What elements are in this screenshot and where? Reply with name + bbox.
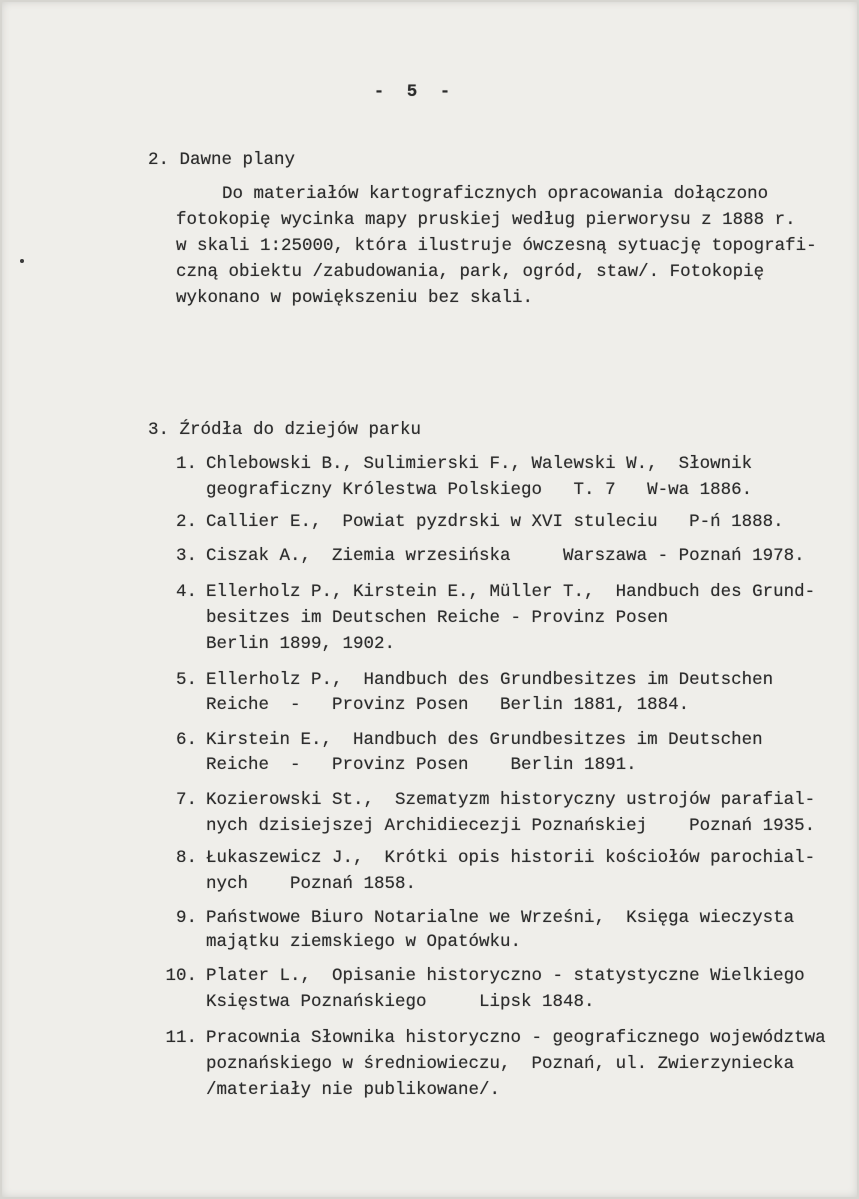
punch-hole-mark xyxy=(20,259,24,263)
list-item-line: Chlebowski B., Sulimierski F., Walewski W., Słownik xyxy=(206,454,753,474)
section-heading-dawne-plany: 2. Dawne plany xyxy=(148,150,296,170)
list-item-line: Ciszak A., Ziemia wrzesińska Warszawa - Poznań 1978. xyxy=(206,546,805,566)
page-number: - 5 - xyxy=(373,82,457,102)
paragraph-line: w skali 1:25000, która ilustruje ówczesną sytuację topografi- xyxy=(176,236,817,256)
list-item-line: Państwowe Biuro Notarialne we Wrześni, Księga wieczysta xyxy=(206,908,795,928)
list-item-number: 7. xyxy=(175,790,197,810)
list-item-number: 8. xyxy=(175,848,197,868)
list-item-line: poznańskiego w średniowieczu, Poznań, ul. Zwierzyniecka xyxy=(206,1054,795,1074)
paragraph-line: czną obiektu /zabudowania, park, ogród, staw/. Fotokopię xyxy=(176,262,765,282)
list-item-line: Łukaszewicz J., Krótki opis historii kościołów parochial- xyxy=(206,848,816,868)
list-item-line: nych dzisiejszej Archidiecezji Poznańskiej Poznań 1935. xyxy=(206,816,816,836)
list-item-line: besitzes im Deutschen Reiche - Provinz Posen xyxy=(206,608,669,628)
list-item-number: 4. xyxy=(175,582,197,602)
list-item-line: Reiche - Provinz Posen Berlin 1891. xyxy=(206,755,637,775)
list-item-line: Callier E., Powiat pyzdrski w XVI stuleciu P-ń 1888. xyxy=(206,512,784,532)
list-item-line: Reiche - Provinz Posen Berlin 1881, 1884. xyxy=(206,695,690,715)
list-item-number: 9. xyxy=(175,908,197,928)
list-item-line: Berlin 1899, 1902. xyxy=(206,634,396,654)
list-item-line: Kozierowski St., Szematyzm historyczny ustrojów parafial- xyxy=(206,790,816,810)
list-item-number: 5. xyxy=(175,670,197,690)
section-heading-zrodla: 3. Źródła do dziejów parku xyxy=(148,420,422,440)
list-item-number: 1. xyxy=(175,454,197,474)
list-item-line: nych Poznań 1858. xyxy=(206,874,417,894)
list-item-number: 3. xyxy=(175,546,197,566)
list-item-number: 10. xyxy=(165,966,197,986)
list-item-line: Księstwa Poznańskiego Lipsk 1848. xyxy=(206,992,595,1012)
list-item-line: majątku ziemskiego w Opatówku. xyxy=(206,932,522,952)
list-item-number: 2. xyxy=(175,512,197,532)
paragraph-line: Do materiałów kartograficznych opracowania dołączono xyxy=(222,184,769,204)
list-item-line: Kirstein E., Handbuch des Grundbesitzes im Deutschen xyxy=(206,730,763,750)
paragraph-line: fotokopię wycinka mapy pruskiej według pierworysu z 1888 r. xyxy=(176,210,796,230)
paragraph-line: wykonano w powiększeniu bez skali. xyxy=(176,288,534,308)
list-item-line: Plater L., Opisanie historyczno - statystyczne Wielkiego xyxy=(206,966,805,986)
list-item-number: 6. xyxy=(175,730,197,750)
list-item-line: Ellerholz P., Kirstein E., Müller T., Handbuch des Grund- xyxy=(206,582,816,602)
list-item-line: geograficzny Królestwa Polskiego T. 7 W-wa 1886. xyxy=(206,480,753,500)
list-item-number: 11. xyxy=(165,1028,197,1048)
list-item-line: /materiały nie publikowane/. xyxy=(206,1080,501,1100)
list-item-line: Ellerholz P., Handbuch des Grundbesitzes im Deutschen xyxy=(206,670,774,690)
list-item-line: Pracownia Słownika historyczno - geograficznego województwa xyxy=(206,1028,826,1048)
